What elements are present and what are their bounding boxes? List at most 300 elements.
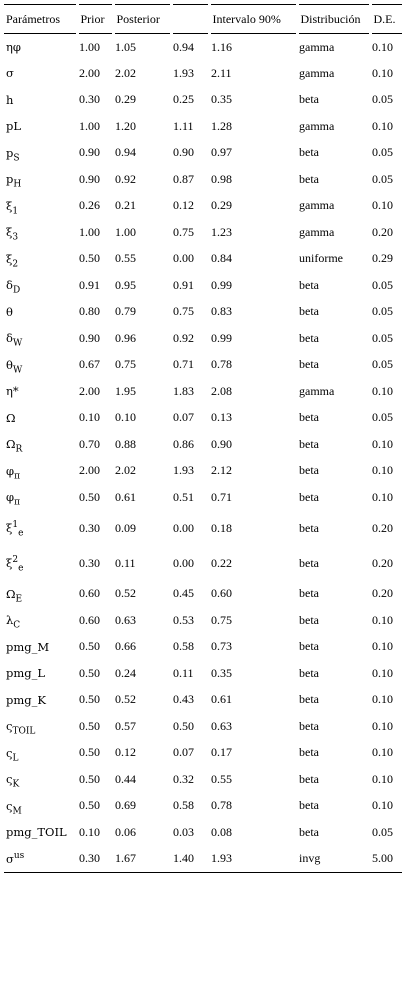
posterior-value: 0.94 [115,145,136,160]
param-symbol: h [6,92,14,107]
prior-value: 0.30 [79,92,100,107]
header-blank [171,5,209,34]
posterior-value: 0.79 [115,304,136,319]
interval-upper: 0.13 [211,410,232,425]
param-symbol: η* [6,384,19,399]
distribution-name: beta [299,586,319,601]
interval-lower: 0.75 [173,304,194,319]
param-subscript: H [13,179,22,190]
param-subscript: K [12,779,20,790]
table-row [4,378,402,405]
interval-upper: 0.18 [211,520,232,535]
distribution-name: beta [299,330,319,345]
std-dev-value: 0.10 [372,489,393,504]
interval-lower: 0.12 [173,198,194,213]
std-dev-value: 0.20 [372,555,393,570]
distribution-name: beta [299,612,319,627]
posterior-value: 0.66 [115,639,136,654]
param-symbol: pmg_L [6,666,46,681]
distribution-name: beta [299,145,319,160]
param-subscript: W [12,365,23,376]
interval-upper: 0.84 [211,251,232,266]
interval-upper: 0.99 [211,330,232,345]
prior-value: 0.50 [79,489,100,504]
table-row [4,846,402,873]
std-dev-value: 0.10 [372,665,393,680]
distribution-name: beta [299,463,319,478]
posterior-value: 1.05 [115,39,136,54]
prior-value: 0.30 [77,846,113,873]
param-subscript: π [14,497,20,508]
interval-upper: 2.12 [211,463,232,478]
interval-lower: 1.40 [171,846,209,873]
interval-lower: 0.00 [173,555,194,570]
distribution-name: beta [299,277,319,292]
distribution-name: gamma [299,39,335,54]
prior-value: 0.67 [79,357,100,372]
std-dev-value: 0.10 [372,612,393,627]
posterior-value: 0.24 [115,665,136,680]
table-row [4,740,402,767]
interval-lower: 0.58 [173,798,194,813]
posterior-value: 0.11 [115,555,136,570]
distribution-name: beta [299,555,319,570]
header-prior: Prior [77,5,113,34]
prior-value: 2.00 [79,383,100,398]
posterior-value: 0.09 [115,520,136,535]
interval-lower: 0.00 [173,251,194,266]
std-dev-value: 0.05 [372,171,393,186]
param-symbol: φ [6,463,15,478]
interval-upper: 0.63 [211,718,232,733]
table-row [4,660,402,687]
interval-upper: 0.29 [211,198,232,213]
param-name-cell [4,660,77,687]
header-de: D.E. [370,5,402,34]
param-symbol: ξ [6,556,13,570]
param-subscript: TOIL [12,726,36,737]
distribution-name: beta [299,489,319,504]
distribution-name: beta [299,357,319,372]
param-symbol: pmg_K [6,692,46,707]
interval-lower: 0.51 [173,489,194,504]
param-symbol: δ [6,278,13,293]
prior-value: 0.50 [79,718,100,733]
param-name-cell [4,219,77,246]
distribution-name: beta [299,798,319,813]
param-name-cell [4,246,77,273]
posterior-value: 0.57 [115,718,136,733]
std-dev-value: 0.10 [372,118,393,133]
table-row [4,352,402,379]
param-name-cell [4,740,77,767]
prior-value: 0.10 [79,824,100,839]
table-header [4,5,402,34]
prior-value: 0.50 [79,251,100,266]
interval-lower: 1.93 [173,65,194,80]
param-symbol: λ [6,613,14,628]
distribution-name: beta [299,665,319,680]
param-name-cell [4,60,77,87]
prior-value: 0.91 [79,277,100,292]
prior-value: 2.00 [79,65,100,80]
std-dev-value: 0.10 [372,39,393,54]
interval-upper: 0.73 [211,639,232,654]
interval-lower: 0.07 [173,410,194,425]
std-dev-value: 0.05 [372,824,393,839]
header-intervalo: Intervalo 90% [209,5,297,34]
interval-upper: 0.99 [211,277,232,292]
interval-lower: 0.07 [173,745,194,760]
interval-upper: 0.75 [211,612,232,627]
posterior-value: 0.88 [115,436,136,451]
param-name-cell [4,325,77,352]
prior-value: 0.50 [79,665,100,680]
std-dev-value: 0.20 [372,586,393,601]
interval-upper: 0.08 [211,824,232,839]
param-name-cell [4,299,77,326]
prior-value: 0.70 [79,436,100,451]
param-superscript: us [13,850,25,861]
prior-value: 0.50 [79,639,100,654]
posterior-value: 0.95 [115,277,136,292]
prior-value: 1.00 [79,118,100,133]
table-row [4,113,402,140]
distribution-name: gamma [299,65,335,80]
posterior-value: 0.12 [115,745,136,760]
prior-value: 0.90 [79,330,100,345]
param-subscript: L [12,753,19,764]
posterior-value: 1.67 [113,846,171,873]
prior-value: 0.50 [79,771,100,786]
param-symbol: ς [6,798,13,813]
posterior-value: 0.52 [115,586,136,601]
table-row [4,819,402,846]
prior-value: 0.10 [79,410,100,425]
interval-lower: 0.03 [173,824,194,839]
distribution-name: beta [299,639,319,654]
std-dev-value: 5.00 [370,846,402,873]
prior-value: 0.90 [79,171,100,186]
param-name-cell [4,378,77,405]
param-superscript: 2 [12,555,19,566]
prior-value: 0.60 [79,612,100,627]
std-dev-value: 0.10 [372,383,393,398]
posterior-value: 0.75 [115,357,136,372]
interval-upper: 0.17 [211,745,232,760]
table-body [4,34,402,873]
distribution-name: beta [299,304,319,319]
interval-upper: 0.22 [211,555,232,570]
param-name-cell [4,511,77,546]
param-symbol: pL [6,119,21,134]
param-name-cell [4,846,77,873]
table-row [4,219,402,246]
param-symbol: φ [6,490,15,505]
table-row [4,166,402,193]
posterior-value: 0.55 [115,251,136,266]
param-name-cell [4,140,77,167]
table-row [4,581,402,608]
std-dev-value: 0.29 [372,251,393,266]
param-symbol: σ [6,66,14,81]
header-posterior: Posterior [113,5,171,34]
table-row [4,713,402,740]
distribution-name: beta [299,410,319,425]
std-dev-value: 0.20 [372,520,393,535]
interval-upper: 0.60 [211,586,232,601]
interval-upper: 0.71 [211,489,232,504]
interval-lower: 0.90 [173,145,194,160]
interval-lower: 0.91 [173,277,194,292]
param-symbol: pmg_M [6,639,50,654]
std-dev-value: 0.10 [372,198,393,213]
std-dev-value: 0.10 [372,745,393,760]
param-symbol: δ [6,331,13,346]
posterior-value: 0.63 [115,612,136,627]
distribution-name: beta [299,171,319,186]
param-symbol: pmg_TOIL [6,825,67,840]
param-symbol: Ω [6,437,16,452]
std-dev-value: 0.05 [372,145,393,160]
param-name-cell [4,113,77,140]
param-symbol: σ [6,851,14,866]
interval-upper: 2.08 [211,383,232,398]
param-subscript: W [12,338,23,349]
param-name-cell [4,581,77,608]
std-dev-value: 0.05 [372,277,393,292]
param-name-cell [4,819,77,846]
prior-value: 0.30 [79,520,100,535]
prior-value: 1.00 [79,39,100,54]
interval-lower: 0.58 [173,639,194,654]
posterior-value: 0.29 [115,92,136,107]
posterior-value: 0.44 [115,771,136,786]
header-distribucion: Distribución [297,5,370,34]
param-symbol: ς [6,719,13,734]
posterior-value: 2.02 [115,463,136,478]
table-row [4,140,402,167]
prior-value: 1.00 [79,224,100,239]
interval-upper: 0.90 [211,436,232,451]
param-symbol: θ [6,304,13,319]
interval-upper: 0.35 [211,92,232,107]
param-subscript: e [18,563,24,574]
distribution-name: gamma [299,198,335,213]
param-symbol: Ω [6,410,16,425]
param-superscript: 1 [12,520,19,531]
param-symbol: p [6,172,14,187]
interval-lower: 0.11 [173,665,194,680]
table-row [4,299,402,326]
param-symbol: ς [6,772,13,787]
posterior-value: 0.92 [115,171,136,186]
table-row [4,766,402,793]
distribution-name: gamma [299,383,335,398]
posterior-value: 2.02 [115,65,136,80]
table-row [4,511,402,546]
interval-upper: 0.55 [211,771,232,786]
param-symbol: ηφ [6,40,21,54]
interval-lower: 0.87 [173,171,194,186]
posterior-value: 0.10 [115,410,136,425]
interval-lower: 0.53 [173,612,194,627]
param-name-cell [4,166,77,193]
interval-upper: 0.83 [211,304,232,319]
table-row [4,431,402,458]
interval-upper: 1.93 [209,846,297,873]
std-dev-value: 0.10 [372,463,393,478]
param-name-cell [4,272,77,299]
param-subscript: 3 [12,232,19,243]
interval-upper: 0.78 [211,357,232,372]
param-subscript: π [14,471,20,482]
distribution-name: beta [299,718,319,733]
std-dev-value: 0.05 [372,304,393,319]
param-symbol: Ω [6,586,16,601]
std-dev-value: 0.05 [372,410,393,425]
param-symbol: ξ [6,521,13,535]
param-name-cell [4,766,77,793]
table-row [4,246,402,273]
param-subscript: M [12,806,22,817]
distribution-name: beta [299,520,319,535]
distribution-name: beta [299,692,319,707]
table-row [4,34,402,61]
table-row [4,325,402,352]
table-row [4,87,402,114]
param-subscript: D [12,285,21,296]
table-row [4,607,402,634]
std-dev-value: 0.05 [372,330,393,345]
std-dev-value: 0.20 [372,224,393,239]
posterior-value: 0.06 [115,824,136,839]
distribution-name: gamma [299,118,335,133]
interval-lower: 0.45 [173,586,194,601]
std-dev-value: 0.10 [372,692,393,707]
interval-upper: 0.98 [211,171,232,186]
distribution-name: invg [297,846,370,873]
interval-lower: 0.75 [173,224,194,239]
prior-value: 0.50 [79,692,100,707]
param-symbol: ξ [6,198,13,213]
posterior-value: 1.20 [115,118,136,133]
table-row [4,272,402,299]
posterior-value: 0.61 [115,489,136,504]
std-dev-value: 0.10 [372,639,393,654]
param-name-cell [4,34,77,61]
interval-lower: 0.32 [173,771,194,786]
param-name-cell [4,634,77,661]
interval-lower: 0.50 [173,718,194,733]
param-subscript: C [13,620,21,631]
interval-lower: 0.94 [173,39,194,54]
table-row [4,60,402,87]
parameter-estimates-table [4,4,402,873]
interval-lower: 1.93 [173,463,194,478]
interval-upper: 0.61 [211,692,232,707]
distribution-name: beta [299,824,319,839]
prior-value: 0.50 [79,745,100,760]
std-dev-value: 0.10 [372,771,393,786]
param-subscript: S [13,153,20,164]
table-row [4,634,402,661]
interval-upper: 1.23 [211,224,232,239]
header-row [4,5,402,34]
param-name-cell [4,607,77,634]
param-subscript: 1 [12,206,19,217]
table-row [4,193,402,220]
param-name-cell [4,352,77,379]
distribution-name: beta [299,745,319,760]
interval-lower: 0.86 [173,436,194,451]
param-name-cell [4,405,77,432]
interval-lower: 0.00 [173,520,194,535]
param-symbol: θ [6,357,13,372]
std-dev-value: 0.05 [372,92,393,107]
param-name-cell [4,87,77,114]
table-row [4,458,402,485]
prior-value: 0.80 [79,304,100,319]
interval-lower: 1.83 [173,383,194,398]
std-dev-value: 0.10 [372,436,393,451]
param-name-cell [4,431,77,458]
table-row [4,793,402,820]
prior-value: 0.50 [79,798,100,813]
table-row [4,687,402,714]
header-parametros: Parámetros [4,5,77,34]
distribution-name: uniforme [299,251,343,266]
param-subscript: R [15,444,23,455]
posterior-value: 1.95 [115,383,136,398]
std-dev-value: 0.10 [372,798,393,813]
param-subscript: E [15,594,23,605]
interval-upper: 2.11 [211,65,232,80]
param-name-cell [4,484,77,511]
prior-value: 0.90 [79,145,100,160]
interval-lower: 1.11 [173,118,194,133]
std-dev-value: 0.10 [372,718,393,733]
posterior-value: 0.69 [115,798,136,813]
param-name-cell [4,546,77,581]
interval-lower: 0.43 [173,692,194,707]
table-row [4,405,402,432]
table-row [4,546,402,581]
param-symbol: ξ [6,251,13,266]
interval-upper: 1.28 [211,118,232,133]
param-subscript: 2 [12,259,19,270]
interval-lower: 0.92 [173,330,194,345]
prior-value: 0.26 [79,198,100,213]
posterior-value: 0.52 [115,692,136,707]
interval-upper: 1.16 [211,39,232,54]
posterior-value: 0.21 [115,198,136,213]
prior-value: 2.00 [79,463,100,478]
distribution-name: beta [299,771,319,786]
interval-upper: 0.78 [211,798,232,813]
prior-value: 0.30 [79,555,100,570]
std-dev-value: 0.05 [372,357,393,372]
interval-lower: 0.71 [173,357,194,372]
param-name-cell [4,713,77,740]
interval-upper: 0.35 [211,665,232,680]
std-dev-value: 0.10 [372,65,393,80]
param-symbol: ξ [6,225,13,240]
interval-upper: 0.97 [211,145,232,160]
prior-value: 0.60 [79,586,100,601]
interval-lower: 0.25 [173,92,194,107]
posterior-value: 1.00 [115,224,136,239]
